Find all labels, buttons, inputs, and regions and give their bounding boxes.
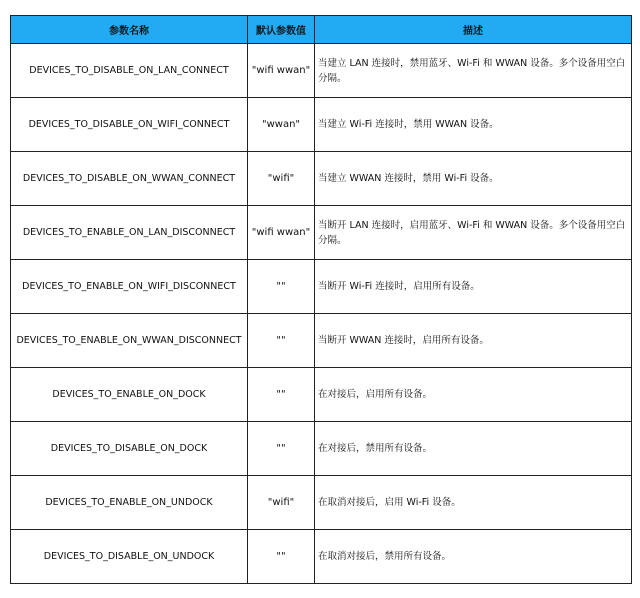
default-value-cell: "" [248,368,315,422]
default-value-cell: "" [248,314,315,368]
parameter-name-cell: DEVICES_TO_ENABLE_ON_WIFI_DISCONNECT [11,260,248,314]
parameter-name-cell: DEVICES_TO_DISABLE_ON_WIFI_CONNECT [11,98,248,152]
default-value-cell: "wifi" [248,152,315,206]
table-row [11,368,632,422]
parameter-name-cell: DEVICES_TO_ENABLE_ON_LAN_DISCONNECT [11,206,248,260]
parameter-name-cell: DEVICES_TO_DISABLE_ON_DOCK [11,422,248,476]
description-cell: 在对接后，禁用所有设备。 [315,422,632,476]
description-cell: 当断开 LAN 连接时，启用蓝牙、Wi-Fi 和 WWAN 设备。多个设备用空白分隔。 [315,206,632,260]
default-value-cell: "" [248,530,315,584]
description-cell: 当建立 LAN 连接时，禁用蓝牙、Wi-Fi 和 WWAN 设备。多个设备用空白分隔。 [315,44,632,98]
default-value-cell: "" [248,260,315,314]
default-value-cell: "wifi" [248,476,315,530]
table-row [11,530,632,584]
description-cell: 当建立 WWAN 连接时，禁用 Wi-Fi 设备。 [315,152,632,206]
default-value-cell: "wifi wwan" [248,44,315,98]
default-value-cell: "wwan" [248,98,315,152]
parameter-name-cell: DEVICES_TO_DISABLE_ON_WWAN_CONNECT [11,152,248,206]
parameter-name-cell: DEVICES_TO_DISABLE_ON_UNDOCK [11,530,248,584]
table-header-row [11,16,632,44]
table-row [11,152,632,206]
table-row [11,476,632,530]
table-row [11,98,632,152]
table-row [11,206,632,260]
description-cell: 在对接后，启用所有设备。 [315,368,632,422]
parameter-name-cell: DEVICES_TO_ENABLE_ON_WWAN_DISCONNECT [11,314,248,368]
table-row [11,44,632,98]
default-value-cell: "wifi wwan" [248,206,315,260]
header-description: 描述 [315,16,632,44]
table-row [11,422,632,476]
description-cell: 当断开 Wi-Fi 连接时，启用所有设备。 [315,260,632,314]
description-cell: 在取消对接后，启用 Wi-Fi 设备。 [315,476,632,530]
parameter-name-cell: DEVICES_TO_ENABLE_ON_UNDOCK [11,476,248,530]
table-row [11,260,632,314]
header-parameter-name: 参数名称 [11,16,248,44]
description-cell: 在取消对接后，禁用所有设备。 [315,530,632,584]
header-default-value: 默认参数值 [248,16,315,44]
parameter-name-cell: DEVICES_TO_ENABLE_ON_DOCK [11,368,248,422]
default-value-cell: "" [248,422,315,476]
table-row [11,314,632,368]
description-cell: 当建立 Wi-Fi 连接时，禁用 WWAN 设备。 [315,98,632,152]
parameter-name-cell: DEVICES_TO_DISABLE_ON_LAN_CONNECT [11,44,248,98]
parameter-table [10,15,632,584]
description-cell: 当断开 WWAN 连接时，启用所有设备。 [315,314,632,368]
